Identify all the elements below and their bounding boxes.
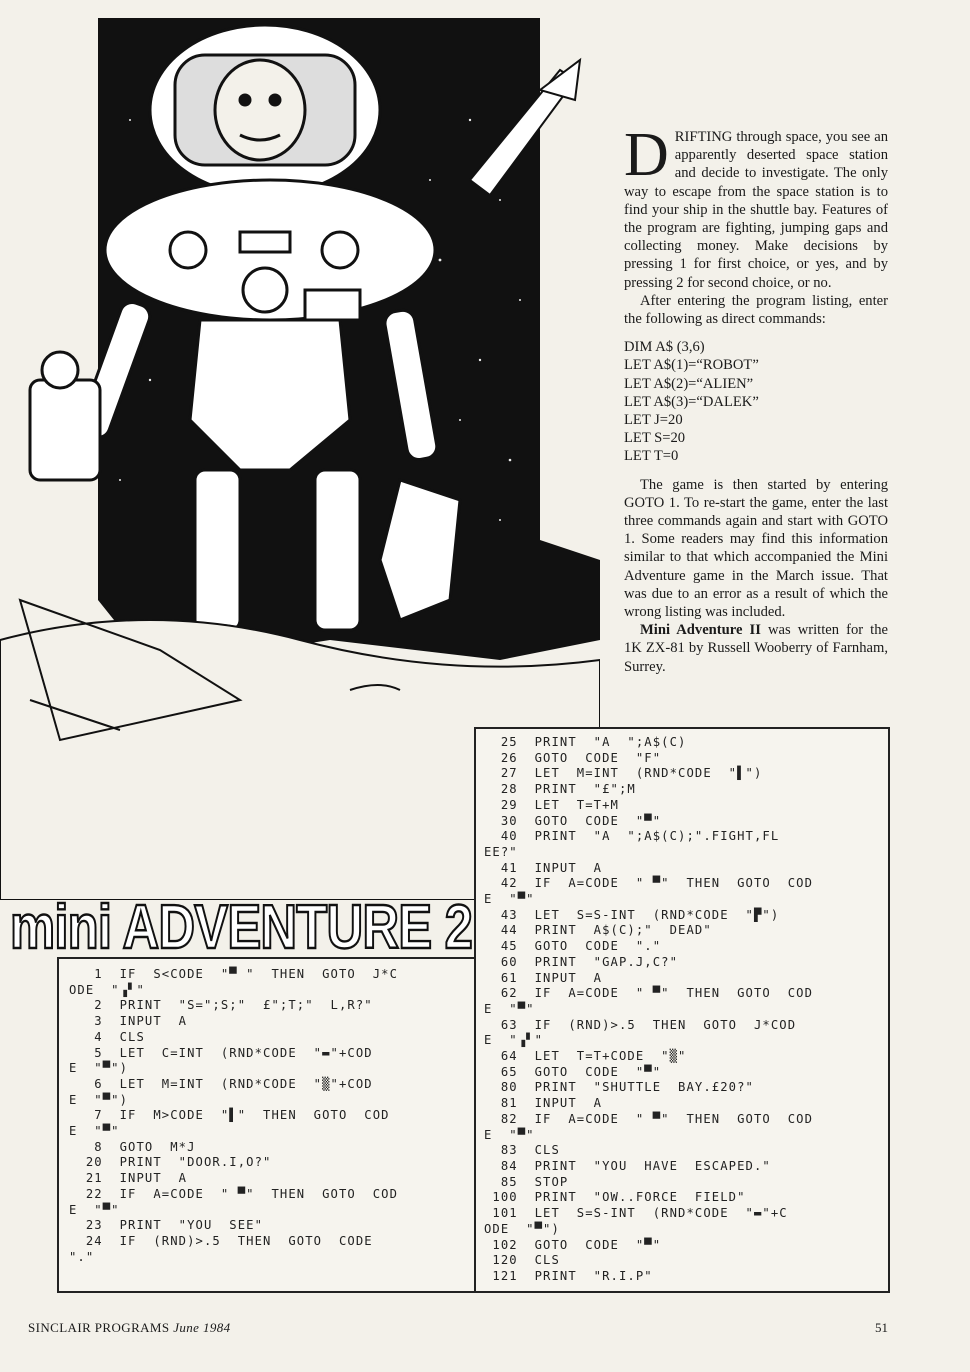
article-intro: RIFTING through space, you see an apparently deserted space station and decide to investigate. The only way to escape from the space station is to find your ship in the shuttle bay. Features of the program are fighting, jumping gaps and collecting money. Make decisions by pressing 1 for first choice, or yes, and by pressing 2 for second choice, or no.: [624, 129, 888, 291]
listing-line: ODE "▗▘": [69, 982, 145, 997]
command-line: LET T=0: [624, 448, 679, 465]
title-text: mini ADVENTURE 2: [10, 893, 472, 956]
listing-line: E "▀"): [69, 1061, 129, 1076]
listing-line: E "▀": [484, 892, 535, 907]
listing-line: 25 PRINT "A ";A$(C): [484, 735, 687, 749]
listing-line: 1 IF S<CODE "▀ " THEN GOTO J*C: [69, 967, 399, 981]
listing-line: 84 PRINT "YOU HAVE ESCAPED.": [484, 1158, 771, 1173]
listing-line: 44 PRINT A$(C);" DEAD": [484, 923, 712, 938]
listing-line: ODE "▀"): [484, 1221, 560, 1236]
program-listing-right: [474, 727, 890, 1293]
listing-line: 63 IF (RND)>.5 THEN GOTO J*COD: [484, 1017, 797, 1032]
command-line: LET S=20: [624, 430, 686, 447]
listing-line: 28 PRINT "£";M: [484, 782, 636, 797]
listing-line: 65 GOTO CODE "▀": [484, 1064, 662, 1079]
listing-line: 121 PRINT "R.I.P": [484, 1268, 653, 1283]
listing-line: 61 INPUT A: [484, 970, 603, 985]
listing-line: E "▀": [69, 1124, 120, 1139]
direct-commands: [624, 338, 888, 465]
listing-line: E "▀": [484, 1001, 535, 1016]
listing-line: 45 GOTO CODE ".": [484, 939, 662, 954]
page-number: 51: [875, 1320, 888, 1335]
listing-line: 80 PRINT "SHUTTLE BAY.£20?": [484, 1080, 754, 1095]
listing-line: ".": [69, 1249, 95, 1264]
listing-line: 30 GOTO CODE "▀": [484, 813, 662, 828]
command-line: LET A$(3)=“DALEK”: [624, 393, 759, 410]
listing-line: 21 INPUT A: [69, 1171, 188, 1186]
listing-line: 6 LET M=INT (RND*CODE "▒"+COD: [69, 1076, 373, 1091]
listing-line: 83 CLS: [484, 1143, 560, 1158]
article-para-2: After entering the program listing, enter the following as direct commands:: [624, 292, 888, 328]
command-line: DIM A$ (3,6): [624, 339, 705, 356]
listing-line: E "▀"): [69, 1092, 129, 1107]
listing-line: E "▀": [69, 1202, 120, 1217]
command-line: LET A$(2)=“ALIEN”: [624, 375, 754, 392]
listing-line: 40 PRINT "A ";A$(C);".FIGHT,FL: [484, 829, 780, 844]
listing-line: 22 IF A=CODE " ▀" THEN GOTO COD: [69, 1186, 399, 1201]
listing-line: 85 STOP: [484, 1174, 569, 1189]
listing-line: 64 LET T=T+CODE "▒": [484, 1049, 687, 1064]
listing-line: 101 LET S=S-INT (RND*CODE "▬"+C: [484, 1206, 788, 1221]
listing-line: 5 LET C=INT (RND*CODE "▬"+COD: [69, 1045, 373, 1060]
listing-line: 81 INPUT A: [484, 1096, 603, 1111]
listing-line: 26 GOTO CODE "F": [484, 750, 662, 765]
listing-line: 3 INPUT A: [69, 1014, 188, 1029]
listing-line: 27 LET M=INT (RND*CODE "▌"): [484, 766, 763, 781]
magazine-name: SINCLAIR PROGRAMS: [28, 1320, 170, 1335]
credit-text: was written for the 1K ZX-81 by Russell Wooberry of Farnham, Surrey.: [624, 622, 888, 675]
listing-line: 8 GOTO M*J: [69, 1139, 196, 1154]
program-listing-left: [57, 957, 483, 1293]
article-credit: [624, 621, 888, 676]
title-banner: [10, 888, 476, 956]
listing-line: 62 IF A=CODE " ▀" THEN GOTO COD: [484, 986, 814, 1001]
listing-line: 7 IF M>CODE "▌" THEN GOTO COD: [69, 1108, 390, 1123]
page-footer: [28, 1320, 231, 1336]
listing-line: 120 CLS: [484, 1253, 560, 1268]
listing-line: 24 IF (RND)>.5 THEN GOTO CODE: [69, 1233, 373, 1248]
listing-line: 23 PRINT "YOU SEE": [69, 1218, 264, 1233]
command-line: LET J=20: [624, 412, 683, 429]
listing-line: 102 GOTO CODE "▀": [484, 1237, 662, 1252]
listing-line: 20 PRINT "DOOR.I,O?": [69, 1155, 272, 1170]
issue-date: June 1984: [173, 1320, 231, 1335]
listing-line: 82 IF A=CODE " ▀" THEN GOTO COD: [484, 1111, 814, 1126]
listing-line: 60 PRINT "GAP.J,C?": [484, 954, 679, 969]
listing-line: 29 LET T=T+M: [484, 797, 619, 812]
dropcap: D: [624, 121, 669, 189]
listing-line: 41 INPUT A: [484, 860, 603, 875]
article-para-3: The game is then started by entering GOTO 1. To re-start the game, enter the last three commands again and start with GOTO 1. Some readers may find this information similar to that which accompanied the Mini Adventure game in the March issue. That was due to an error as a result of which the wrong listing was included.: [624, 476, 888, 621]
listing-line: 42 IF A=CODE " ▀" THEN GOTO COD: [484, 876, 814, 891]
listing-line: 100 PRINT "OW..FORCE FIELD": [484, 1190, 746, 1205]
listing-line: 2 PRINT "S=";S;" £";T;" L,R?": [69, 998, 373, 1013]
listing-line: 43 LET S=S-INT (RND*CODE "▛"): [484, 907, 780, 922]
command-line: LET A$(1)=“ROBOT”: [624, 357, 759, 374]
listing-line: EE?": [484, 844, 518, 859]
listing-line: E "▀": [484, 1127, 535, 1142]
listing-line: 4 CLS: [69, 1029, 145, 1044]
credit-title: Mini Adventure II: [640, 622, 761, 639]
listing-line: E "▗▘": [484, 1033, 544, 1048]
article-text: [624, 121, 888, 676]
